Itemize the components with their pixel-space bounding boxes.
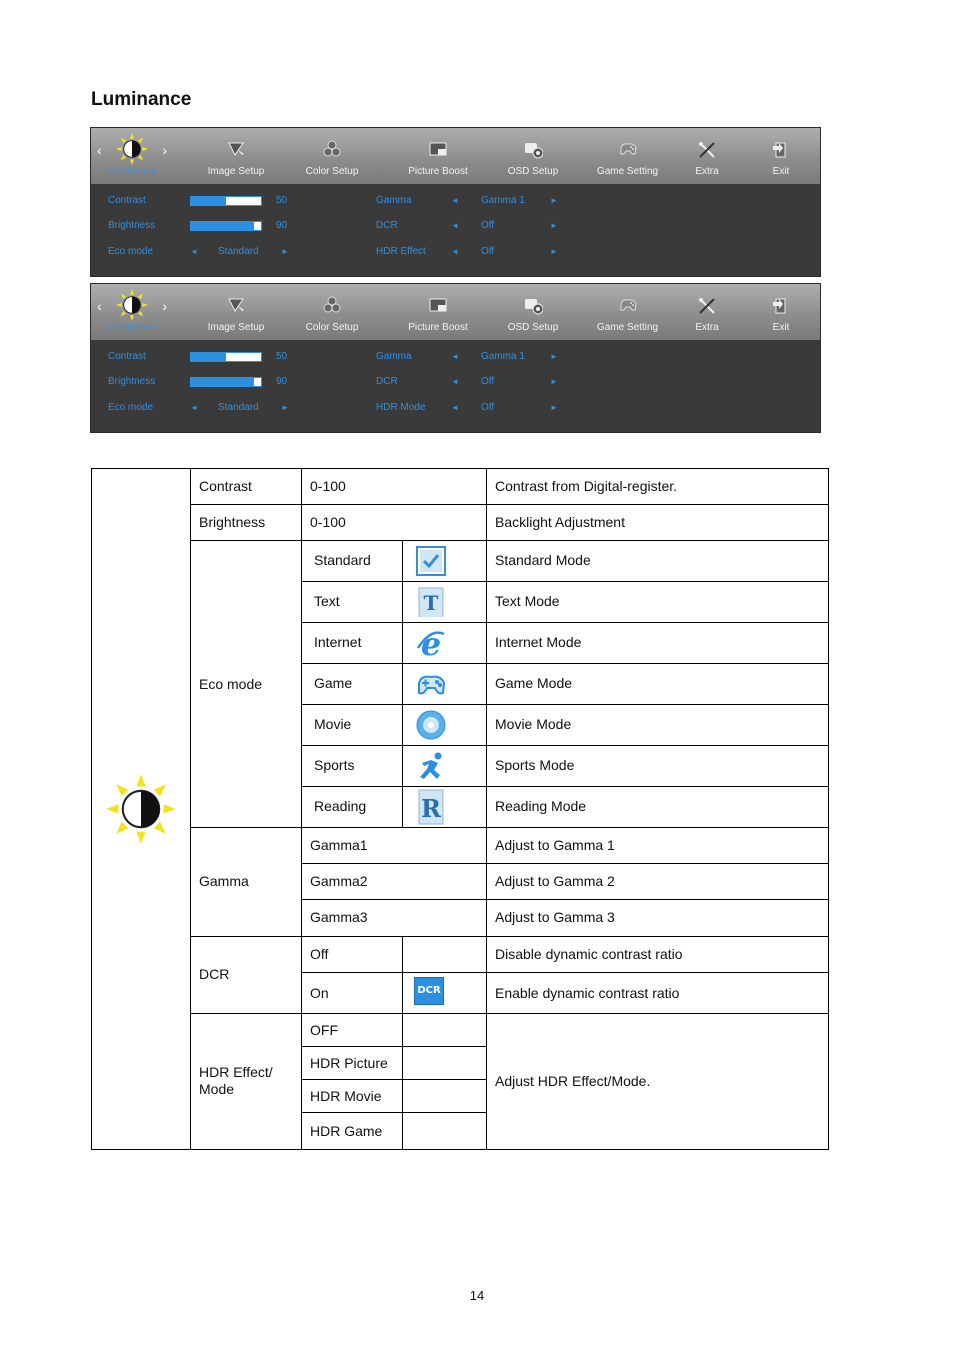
- eco-option-reading: Reading: [314, 797, 367, 814]
- table-description: Game Mode: [495, 674, 573, 691]
- page-number: 14: [469, 1288, 485, 1303]
- osd-tab-label: Picture Boost: [408, 166, 468, 177]
- arrow-right-icon[interactable]: ►: [550, 196, 558, 205]
- table-range: 0-100: [310, 514, 346, 530]
- osd-option-value: Standard: [218, 246, 259, 257]
- table-description: Text Mode: [495, 592, 560, 609]
- table-rule: [402, 936, 403, 1014]
- dcr-option-on: On: [310, 985, 329, 1001]
- osd-option-value: Standard: [218, 402, 259, 413]
- table-rule: [301, 972, 829, 973]
- osd-tab-label: Extra: [695, 322, 719, 333]
- arrow-left-icon[interactable]: ◄: [451, 247, 459, 256]
- table-rule: [301, 1079, 487, 1080]
- dcr-option-off: Off: [310, 946, 329, 962]
- eco-option-movie: Movie: [314, 715, 352, 732]
- browser-e-icon: [416, 628, 446, 663]
- table-rule: [91, 1149, 829, 1150]
- osd-setting-label: Gamma: [376, 195, 412, 206]
- dcr-icon: DCR: [414, 977, 444, 1005]
- table-description: Internet Mode: [495, 633, 582, 650]
- table-item-brightness: Brightness: [199, 514, 266, 530]
- svg-text:R: R: [421, 793, 441, 823]
- arrow-left-icon[interactable]: ◄: [451, 377, 459, 386]
- table-item-eco-mode: Eco mode: [199, 676, 263, 692]
- osd-tab-label: Game Setting: [596, 166, 659, 177]
- osd-setting-label: Brightness: [108, 376, 156, 387]
- table-rule: [402, 1013, 403, 1150]
- table-description: Standard Mode: [495, 551, 591, 568]
- hdr-option: HDR Picture: [310, 1055, 388, 1071]
- osd-setting-label: HDR Mode: [376, 402, 426, 413]
- table-rule: [301, 622, 829, 623]
- svg-text:T: T: [423, 590, 439, 615]
- table-rule: [190, 936, 829, 937]
- arrow-right-icon[interactable]: ►: [550, 247, 558, 256]
- eco-option-game: Game: [314, 674, 353, 691]
- table-rule: [301, 581, 829, 582]
- arrow-right-icon[interactable]: ►: [550, 221, 558, 230]
- eco-option-internet: Internet: [314, 633, 362, 650]
- runner-icon: [416, 751, 446, 786]
- table-range: 0-100: [310, 478, 346, 494]
- table-rule: [402, 540, 403, 828]
- table-description: Adjust to Gamma 3: [495, 909, 615, 925]
- arrow-right-icon[interactable]: ►: [550, 377, 558, 386]
- osd-tab-label: Game Setting: [596, 322, 659, 333]
- chevron-left-icon[interactable]: ‹: [97, 142, 102, 158]
- osd-setting-label: Gamma: [376, 351, 412, 362]
- osd-option-value: Off: [481, 376, 495, 387]
- table-description: Adjust HDR Effect/Mode.: [495, 1073, 651, 1089]
- osd-slider-value: 90: [276, 220, 288, 231]
- table-rule: [91, 468, 92, 1150]
- osd-tab-label: Image Setup: [207, 166, 265, 177]
- osd-setting-label: Contrast: [108, 351, 146, 362]
- osd-tab-label: Color Setup: [305, 166, 359, 177]
- table-description: Enable dynamic contrast ratio: [495, 985, 680, 1001]
- chevron-left-icon[interactable]: ‹: [97, 298, 102, 314]
- osd-tab-label: Picture Boost: [408, 322, 468, 333]
- osd-option-value: Off: [481, 220, 495, 231]
- table-rule: [301, 786, 829, 787]
- osd-setting-label: Brightness: [108, 220, 156, 231]
- table-rule: [190, 827, 302, 828]
- table-rule: [301, 1112, 487, 1113]
- eco-option-text: Text: [314, 592, 340, 609]
- osd-tab-label: OSD Setup: [507, 322, 559, 333]
- osd-tab-label: Luminance: [107, 166, 157, 177]
- table-description: Reading Mode: [495, 797, 587, 814]
- table-rule: [486, 468, 487, 1150]
- osd-tab-label: Exit: [772, 166, 790, 177]
- eco-option-standard: Standard: [314, 551, 371, 568]
- table-item-dcr: DCR: [199, 966, 230, 982]
- osd-option-value: Gamma 1: [481, 195, 525, 206]
- osd-slider-value: 90: [276, 376, 288, 387]
- chevron-right-icon[interactable]: ›: [162, 298, 167, 314]
- text-document-icon: [416, 587, 446, 622]
- checkbox-icon: [416, 546, 446, 581]
- gamepad-icon: [416, 669, 446, 704]
- table-rule: [190, 468, 191, 1150]
- table-rule: [301, 745, 829, 746]
- table-description: Adjust to Gamma 2: [495, 873, 615, 889]
- gamma-option: Gamma2: [310, 873, 368, 889]
- arrow-left-icon[interactable]: ◄: [190, 403, 198, 412]
- arrow-right-icon[interactable]: ►: [550, 403, 558, 412]
- arrow-left-icon[interactable]: ◄: [451, 403, 459, 412]
- table-item-contrast: Contrast: [199, 478, 252, 494]
- osd-tab-label: Extra: [695, 166, 719, 177]
- osd-setting-label: Contrast: [108, 195, 146, 206]
- table-rule: [301, 468, 302, 1150]
- table-rule: [91, 468, 829, 469]
- table-rule: [301, 827, 829, 828]
- arrow-left-icon[interactable]: ◄: [451, 221, 459, 230]
- table-rule: [190, 504, 829, 505]
- table-rule: [301, 863, 829, 864]
- gamma-option: Gamma3: [310, 909, 368, 925]
- table-rule: [301, 899, 829, 900]
- eco-option-sports: Sports: [314, 756, 355, 773]
- osd-tab-label: OSD Setup: [507, 166, 559, 177]
- arrow-right-icon[interactable]: ►: [281, 403, 289, 412]
- arrow-left-icon[interactable]: ◄: [451, 196, 459, 205]
- osd-slider-value: 50: [276, 351, 288, 362]
- reading-document-icon: [416, 789, 446, 830]
- table-rule: [301, 663, 829, 664]
- arrow-left-icon[interactable]: ◄: [190, 247, 198, 256]
- page-title: Luminance: [91, 89, 192, 110]
- osd-option-value: Gamma 1: [481, 351, 525, 362]
- osd-tab-label: Image Setup: [207, 322, 265, 333]
- osd-setting-label: DCR: [376, 376, 398, 387]
- table-item-hdr: HDR Effect/ Mode: [199, 1064, 273, 1097]
- osd-setting-label: DCR: [376, 220, 398, 231]
- osd-option-value: Off: [481, 402, 495, 413]
- gamma-option: Gamma1: [310, 837, 368, 853]
- hdr-option: HDR Game: [310, 1123, 383, 1139]
- disc-icon: [416, 710, 446, 745]
- table-rule: [828, 468, 829, 1150]
- table-rule: [190, 540, 829, 541]
- osd-setting-label: Eco mode: [108, 246, 154, 257]
- osd-tab-label: Color Setup: [305, 322, 359, 333]
- table-description: Contrast from Digital-register.: [495, 478, 678, 494]
- svg-text:e: e: [420, 627, 442, 658]
- table-item-gamma: Gamma: [199, 873, 249, 889]
- hdr-option: OFF: [310, 1022, 338, 1038]
- osd-tab-label: Exit: [772, 322, 790, 333]
- table-rule: [190, 1013, 829, 1014]
- table-description: Movie Mode: [495, 715, 572, 732]
- arrow-right-icon[interactable]: ►: [281, 247, 289, 256]
- osd-slider-value: 50: [276, 195, 288, 206]
- osd-setting-label: HDR Effect: [376, 246, 426, 257]
- osd-option-value: Off: [481, 246, 495, 257]
- table-description: Sports Mode: [495, 756, 575, 773]
- arrow-left-icon[interactable]: ◄: [451, 352, 459, 361]
- luminance-sun-icon: [106, 774, 176, 849]
- arrow-right-icon[interactable]: ►: [550, 352, 558, 361]
- osd-tab-label: Luminance: [107, 322, 157, 333]
- table-description: Backlight Adjustment: [495, 514, 625, 530]
- table-rule: [301, 1046, 487, 1047]
- chevron-right-icon[interactable]: ›: [162, 142, 167, 158]
- table-description: Adjust to Gamma 1: [495, 837, 615, 853]
- table-rule: [301, 704, 829, 705]
- table-description: Disable dynamic contrast ratio: [495, 946, 683, 962]
- hdr-option: HDR Movie: [310, 1088, 382, 1104]
- osd-setting-label: Eco mode: [108, 402, 154, 413]
